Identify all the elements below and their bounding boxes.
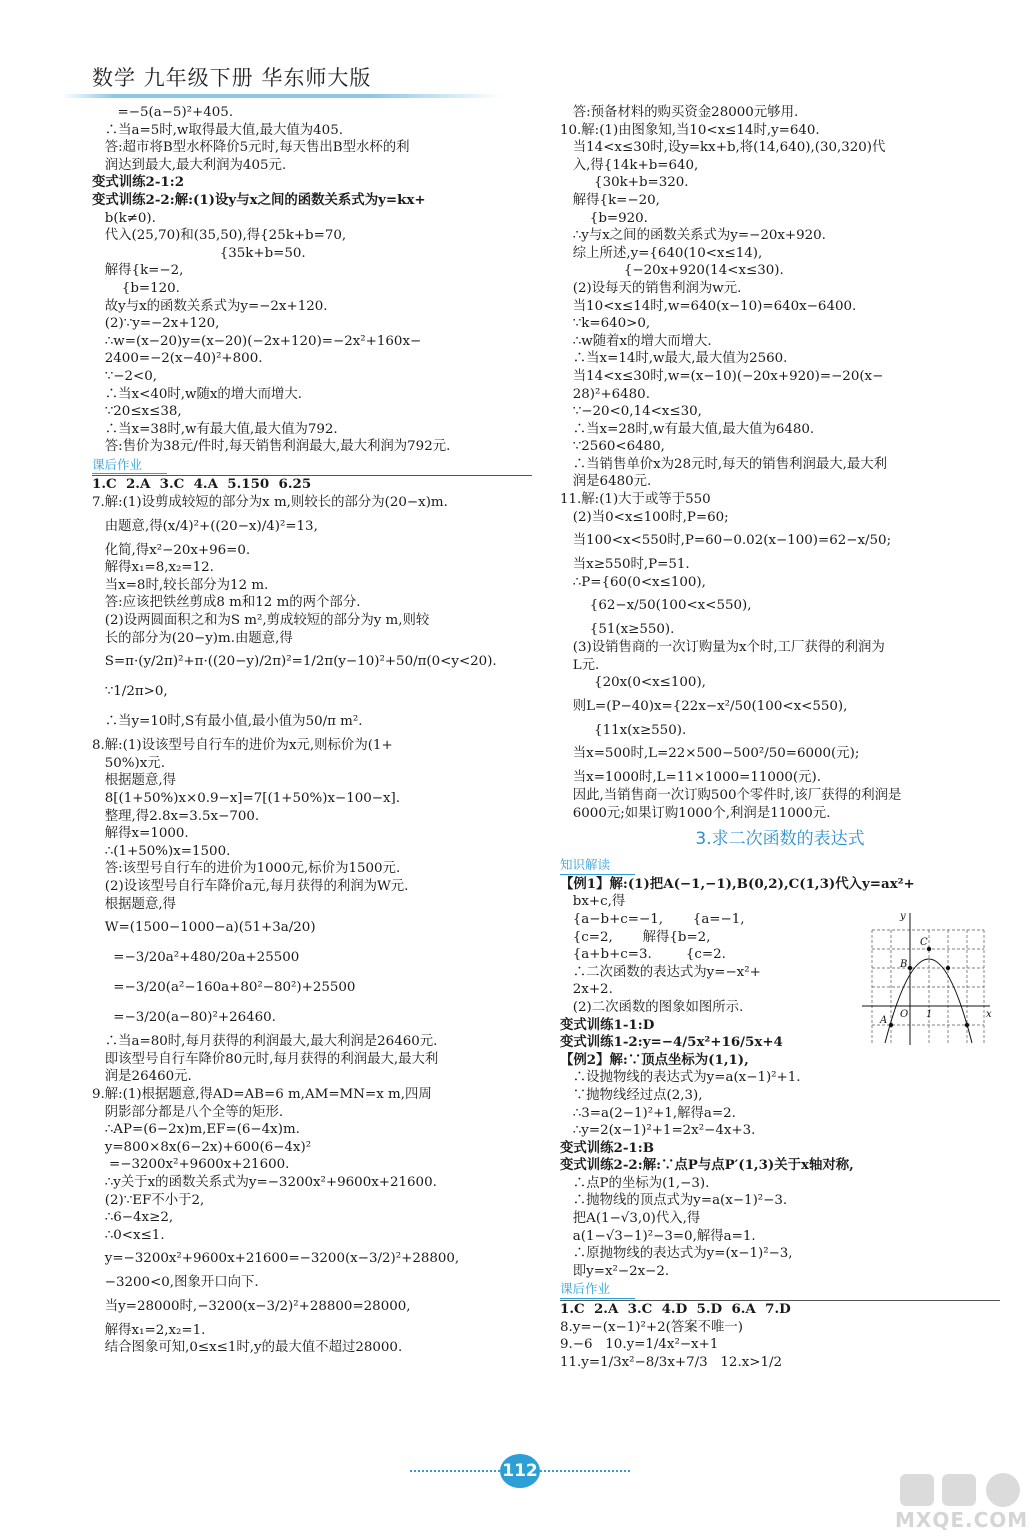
left-line: −3200<0,图象开口向下. [92, 1275, 259, 1291]
right-line: 10.解:(1)由图象知,当10<x≤14时,y=640. [560, 122, 820, 138]
right-line: ∴抛物线的顶点式为y=a(x−1)²−3. [560, 1193, 788, 1209]
left-line: ∴(1+50%)x=1500. [92, 843, 231, 859]
parabola-graph [862, 905, 992, 1045]
right-line: 变式训练1-1:D [560, 1016, 655, 1033]
left-line: 润是26460元. [92, 1069, 192, 1085]
left-line: 8[(1+50%)x×0.9−x]=7[(1+50%)x−100−x]. [92, 791, 401, 806]
right-line: {−20x+920(14<x≤30). [560, 263, 784, 279]
left-line: 长的部分为(20−y)m.由题意,得 [92, 630, 293, 646]
left-line: (2)设该型号自行车降价a元,每月获得的利润为W元. [92, 878, 409, 894]
right-line: (2)设每天的销售利润为w元. [560, 280, 742, 296]
page-number-badge: 112 [500, 1454, 540, 1488]
graph-a-label: A [880, 1015, 888, 1026]
left-line: ∴当a=80时,每月获得的利润最大,最大利润是26460元. [92, 1034, 438, 1050]
right-line: ∵2560<6480, [560, 439, 665, 455]
right-line: ∴二次函数的表达式为y=−x²+ [560, 964, 761, 980]
page-number-rule-left [410, 1470, 500, 1472]
right-line: 入,得{14k+b=640, [560, 157, 699, 173]
right-line: ∴y与x之间的函数关系式为y=−20x+920. [560, 228, 826, 244]
watermark-logo [895, 1470, 1029, 1532]
left-line: ∴当x=38时,w有最大值,最大值为792. [92, 421, 338, 437]
left-line: ∵−2<0, [92, 368, 158, 384]
page-number-rule-right [540, 1470, 630, 1472]
left-line: 变式训练2-1:2 [92, 174, 185, 191]
right-line: 当14<x≤30时,w=(x−10)(−20x+920)=−20(x− [560, 368, 884, 384]
left-line: 50%)x元. [92, 755, 165, 771]
watermark-text: MXQE.COM [895, 1508, 1029, 1532]
left-line: {b=120. [92, 280, 180, 296]
right-line: 当14<x≤30时,设y=kx+b,将(14,640),(30,320)代 [560, 140, 886, 156]
left-line: 即该型号自行车降价80元时,每月获得的利润最大,最大利 [92, 1051, 439, 1067]
left-line: 根据题意,得 [92, 773, 176, 789]
graph-c-label: C [920, 937, 928, 948]
left-line: ∴w=(x−20)y=(x−20)(−2x+120)=−2x²+160x− [92, 333, 422, 349]
graph-1-label: 1 [926, 1009, 933, 1020]
left-line: 解得{k=−2, [92, 263, 184, 279]
right-line: 当10<x≤14时,w=640(x−10)=640x−6400. [560, 298, 857, 314]
right-line: {62−x/50(100<x<550), [560, 598, 752, 614]
right-line: ∴y=2(x−1)²+1=2x²−4x+3. [560, 1123, 756, 1139]
right-line: 8.y=−(x−1)²+2(答案不唯一) [560, 1319, 744, 1335]
right-line: ∴当x=14时,w最大,最大值为2560. [560, 351, 788, 367]
left-line: =−3/20(a−80)²+26460. [92, 1010, 276, 1026]
section-heading: 3.求二次函数的表达式 [695, 829, 865, 850]
right-line: 1.C 2.A 3.C 4.D 5.D 6.A 7.D [560, 1300, 1000, 1319]
right-line: ∵抛物线经过点(2,3), [560, 1087, 703, 1103]
right-line: 答:预备材料的购买资金28000元够用. [560, 105, 799, 120]
left-line: 变式训练2-2:解:(1)设y与x之间的函数关系式为y=kx+ [92, 191, 426, 208]
left-line: ∴当y=10时,S有最小值,最小值为50/π m². [92, 714, 363, 730]
right-line: (2)当0<x≤100时,P=60; [560, 509, 729, 525]
left-line: W=(1500−1000−a)(51+3a/20) [92, 920, 316, 936]
left-line: =−3/20a²+480/20a+25500 [92, 950, 300, 966]
graph-y-label: y [900, 911, 906, 922]
right-line: 变式训练1-2:y=−4/5x²+16/5x+4 [560, 1034, 783, 1051]
left-line: 解得x=1000. [92, 826, 189, 842]
left-line: 2400=−2(x−40)²+800. [92, 351, 263, 367]
right-line: {b=920. [560, 210, 648, 226]
left-line: 答:该型号自行车的进价为1000元,标价为1500元. [92, 861, 401, 877]
left-line: 阴影部分都是八个全等的矩形. [92, 1104, 284, 1120]
right-line: 11.解:(1)大于或等于550 [560, 492, 711, 508]
page-number [470, 1452, 570, 1492]
left-line: 结合图象可知,0≤x≤1时,y的最大值不超过28000. [92, 1340, 403, 1356]
left-line: =−5(a−5)²+405. [92, 105, 234, 120]
left-line: ∵20≤x≤38, [92, 404, 182, 420]
right-line: {51(x≥550). [560, 622, 675, 638]
right-line: ∵k=640>0, [560, 316, 651, 332]
right-line: 把A(1−√3,0)代入,得 [560, 1211, 701, 1227]
right-line: 【例2】解:∵顶点坐标为(1,1), [560, 1051, 749, 1068]
left-line: ∴y关于x的函数关系式为y=−3200x²+9600x+21600. [92, 1174, 437, 1190]
graph-b-label: B [900, 959, 908, 970]
left-line: (2)设两圆面积之和为S m²,剪成较短的部分为y m,则较 [92, 613, 430, 629]
graph-x-label: x [986, 1009, 992, 1020]
left-line: ∴当a=5时,w取得最大值,最大值为405. [92, 122, 343, 138]
right-line: (3)设销售商的一次订购量为x个时,工厂获得的利润为 [560, 640, 885, 656]
left-line: 化简,得x²−20x+96=0. [92, 542, 251, 558]
left-line: 解得x₁=8,x₂=12. [92, 560, 214, 576]
right-line: 【例1】解:(1)把A(−1,−1),B(0,2),C(1,3)代入y=ax²+ [560, 875, 915, 892]
left-line: 根据题意,得 [92, 896, 176, 912]
right-line: {30k+b=320. [560, 175, 689, 191]
left-line: (2)∵y=−2x+120, [92, 316, 220, 332]
right-line: 解得{k=−20, [560, 192, 660, 208]
left-line: S=π·(y/2π)²+π·((20−y)/2π)²=1/2π(y−10)²+50/π(0<y<20). [92, 654, 497, 670]
left-line: 当y=28000时,−3200(x−3/2)²+28800=28000, [92, 1298, 411, 1314]
right-line: {c=2, 解得{b=2, [560, 929, 711, 945]
left-line: 8.解:(1)设该型号自行车的进价为x元,则标价为(1+ [92, 738, 393, 754]
watermark-icon [895, 1470, 1025, 1510]
left-line: 7.解:(1)设剪成较短的部分为x m,则较长的部分为(20−x)m. [92, 495, 448, 511]
right-line: L元. [560, 657, 600, 673]
section-tag: 课后作业 [560, 1280, 635, 1299]
right-line: 即y=x²−2x−2. [560, 1263, 670, 1279]
left-line: y=−3200x²+9600x+21600=−3200(x−3/2)²+28800, [92, 1251, 460, 1267]
right-line: 2x+2. [560, 982, 613, 998]
right-line: 28)²+6480. [560, 386, 650, 402]
header-title: 数学 九年级下册 华东师大版 [92, 66, 372, 90]
right-line: 6000元;如果订购1000个,利润是11000元. [560, 805, 831, 821]
right-line: 变式训练2-2:解:∵点P与点P′(1,3)关于x轴对称, [560, 1157, 854, 1174]
left-line: {35k+b=50. [92, 245, 306, 261]
right-line: 综上所述,y={640(10<x≤14), [560, 245, 763, 261]
right-line: 当x=500时,L=22×500−500²/50=6000(元); [560, 746, 860, 762]
left-line: =−3/20(a²−160a+80²−80²)+25500 [92, 980, 356, 996]
header-rule [62, 94, 502, 98]
left-line: 润达到最大,最大利润为405元. [92, 157, 287, 173]
right-line: ∴P={60(0<x≤100), [560, 574, 706, 590]
left-line: 答:超市将B型水杯降价5元时,每天售出B型水杯的利 [92, 140, 410, 156]
left-line: ∴6−4x≥2, [92, 1210, 174, 1226]
right-line: 当x≥550时,P=51. [560, 557, 690, 573]
left-line: 1.C 2.A 3.C 4.A 5.150 6.25 [92, 475, 532, 494]
section-tag: 知识解读 [560, 856, 635, 875]
right-line: ∴当销售单价x为28元时,每天的销售利润最大,最大利 [560, 456, 888, 472]
left-line: 故y与x的函数关系式为y=−2x+120. [92, 298, 328, 314]
left-line: 由题意,得(x/4)²+((20−x)/4)²=13, [92, 518, 318, 534]
left-line: 代入(25,70)和(35,50),得{25k+b=70, [92, 228, 347, 244]
left-column [92, 104, 532, 1357]
left-line: y=800×8x(6−2x)+600(6−4x)² [92, 1139, 312, 1155]
right-line: {11x(x≥550). [560, 722, 687, 738]
right-line: ∴点P的坐标为(1,−3). [560, 1175, 710, 1191]
right-line: 当100<x<550时,P=60−0.02(x−100)=62−x/50; [560, 533, 892, 549]
right-line: ∵−20<0,14<x≤30, [560, 404, 702, 420]
left-line: 9.解:(1)根据题意,得AD=AB=6 m,AM=MN=x m,四周 [92, 1086, 432, 1102]
section-tag: 课后作业 [92, 456, 167, 475]
left-line: (2)∵EF不小于2, [92, 1192, 205, 1208]
left-line: ∴AP=(6−2x)m,EF=(6−4x)m. [92, 1122, 300, 1138]
right-line: 则L=(P−40)x={22x−x²/50(100<x<550), [560, 698, 848, 714]
left-line: ∴当x<40时,w随x的增大而增大. [92, 386, 303, 402]
right-line: (2)二次函数的图象如图所示. [560, 999, 744, 1015]
right-line: {a−b+c=−1, {a=−1, [560, 911, 745, 927]
left-line: 答:应该把铁丝剪成8 m和12 m的两个部分. [92, 595, 361, 611]
right-line: ∴设抛物线的表达式为y=a(x−1)²+1. [560, 1070, 801, 1086]
right-line: {a+b+c=3. {c=2. [560, 947, 726, 963]
left-line: 当x=8时,较长部分为12 m. [92, 577, 269, 593]
left-line: 答:售价为38元/件时,每天销售利润最大,最大利润为792元. [92, 439, 451, 455]
right-line: 11.y=1/3x²−8/3x+7/3 12.x>1/2 [560, 1354, 783, 1370]
right-line: 变式训练2-1:B [560, 1139, 655, 1156]
page-header [92, 62, 492, 102]
right-line: a(1−√3−1)²−3=0,解得a=1. [560, 1228, 756, 1244]
left-line: ∵1/2π>0, [92, 684, 168, 700]
graph-o-label: O [900, 1009, 909, 1020]
right-line: {20x(0<x≤100), [560, 675, 706, 691]
left-line: 整理,得2.8x=3.5x−700. [92, 808, 260, 824]
right-column [560, 104, 1000, 1371]
right-line: bx+c,得 [560, 894, 626, 910]
right-line: ∴原抛物线的表达式为y=(x−1)²−3, [560, 1246, 793, 1262]
right-line: 因此,当销售商一次订购500个零件时,该厂获得的利润是 [560, 788, 902, 803]
left-line: 解得x₁=2,x₂=1. [92, 1322, 206, 1338]
left-line: b(k≠0). [92, 210, 156, 226]
left-line: =−3200x²+9600x+21600. [92, 1157, 290, 1173]
left-line: ∴0<x≤1. [92, 1227, 165, 1243]
right-line: 当x=1000时,L=11×1000=11000(元). [560, 770, 822, 786]
right-line: 9.−6 10.y=1/4x²−x+1 [560, 1337, 719, 1353]
right-line: ∴3=a(2−1)²+1,解得a=2. [560, 1105, 736, 1121]
right-line: ∴当x=28时,w有最大值,最大值为6480. [560, 421, 815, 437]
right-line: 润是6480元. [560, 474, 652, 490]
right-line: ∴w随着x的增大而增大. [560, 333, 712, 349]
